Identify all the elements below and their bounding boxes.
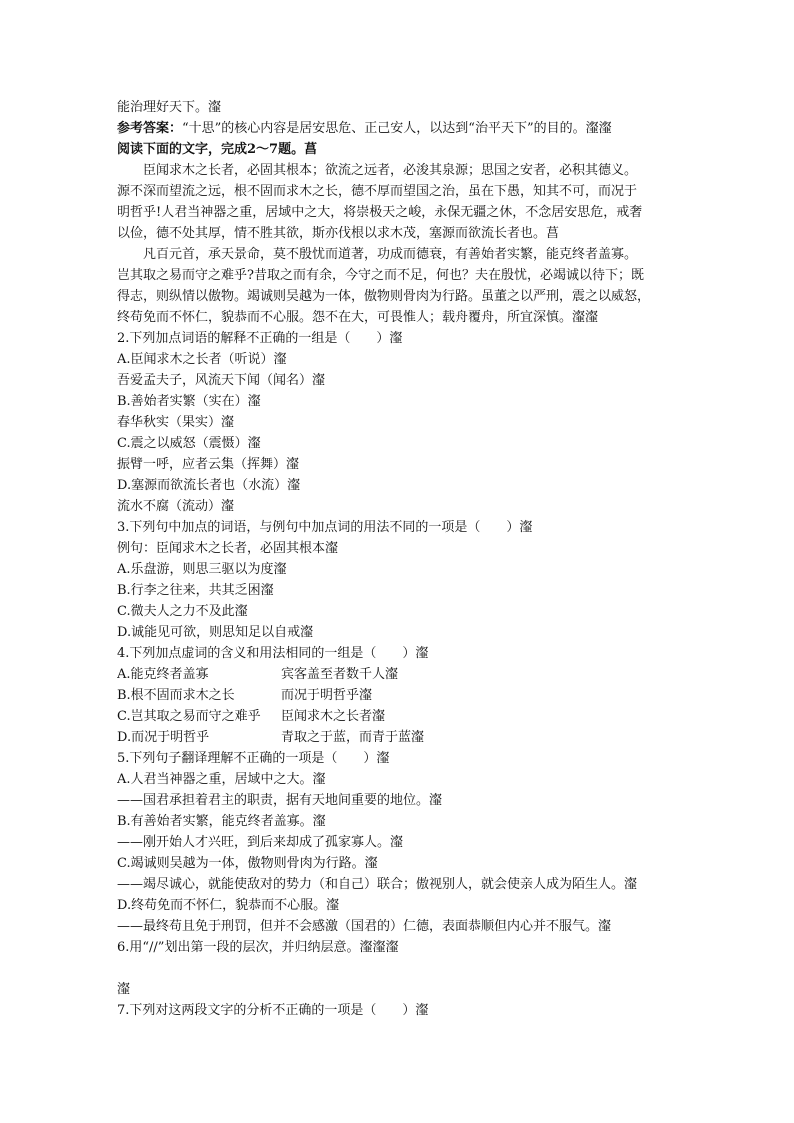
translation-line: ——国君承担着君主的职责，据有天地间重要的地位。瀣 [117, 793, 443, 808]
option-line: 吾爱孟夫子，风流天下闻（闻名）瀣 [117, 373, 326, 388]
question-6-stem: 6.用“//”划出第一段的层次，并归纳层意。瀣瀣瀣 [117, 940, 399, 955]
instruction-line: 阅读下面的文字，完成2～7题。菖 [117, 142, 318, 157]
passage-line: 得志，则纵情以傲物。竭诚则吴越为一体，傲物则骨肉为行路。虽董之以严刑，震之以威怒， [117, 289, 651, 304]
option-line: C.竭诚则吴越为一体，傲物则骨肉为行路。瀣 [117, 856, 378, 871]
example-line: 例句：臣闻求木之长者，必固其根本瀣 [117, 541, 339, 556]
answer-label: 参考答案： [117, 121, 183, 136]
option-line [117, 685, 683, 706]
answer-text: “十思”的核心内容是居安思危、正己安人，以达到“治平天下”的目的。瀣瀣 [182, 121, 612, 136]
question-4 [117, 643, 683, 748]
text-line: 能治理好天下。瀣 [117, 100, 222, 115]
passage-line: 岂其取之易而守之难乎?昔取之而有余，今守之而不足，何也？夫在殷忧，必竭诚以待下；既 [117, 268, 644, 283]
question-5 [117, 748, 683, 937]
option-right: 宾客盖至者数千人瀣 [281, 667, 399, 682]
question-stem: 4.下列加点虚词的含义和用法相同的一组是（ ）瀣 [117, 646, 429, 661]
passage-line: 凡百元首，承天景命，莫不殷忧而道著，功成而德衰，有善始者实繁，能克终者盖寡。 [143, 247, 638, 262]
passage-line: 终苟免而不怀仁，貌恭而不心服。怨不在大，可畏惟人；载舟覆舟，所宜深慎。瀣瀣 [117, 310, 599, 325]
answer-line [117, 118, 683, 139]
passage-line: 明哲乎!人君当神器之重，居域中之大，将崇极天之峻，永保无疆之休，不念居安思危，戒奢 [117, 205, 643, 220]
passage-line: 以俭，德不处其厚，情不胜其欲，斯亦伐根以求木茂，塞源而欲流长者也。菖 [117, 226, 560, 241]
question-3 [117, 517, 683, 643]
passage-paragraph-1 [117, 160, 683, 244]
translation-line: ——最终苟且免于刑罚，但并不会感激（国君的）仁德，表面恭顺但内心并不服气。瀣 [117, 919, 612, 934]
question-stem: 2.下列加点词语的解释不正确的一组是（ ）瀣 [117, 331, 403, 346]
passage-line: 臣闻求木之长者，必固其根本；欲流之远者，必浚其泉源；思国之安者，必积其德义。 [143, 163, 638, 178]
document-body [117, 97, 683, 1021]
option-line: C.震之以威怒（震慑）瀣 [117, 436, 261, 451]
option-line [117, 727, 683, 748]
option-line: 流水不腐（流动）瀣 [117, 499, 235, 514]
question-7-stem: 7.下列对这两段文字的分析不正确的一项是（ ）瀣 [117, 1003, 429, 1018]
option-left: C.岂其取之易而守之难乎 [117, 709, 261, 724]
option-right: 青取之于蓝，而青于蓝瀣 [281, 730, 425, 745]
option-line [117, 706, 683, 727]
option-right: 而况于明哲乎瀣 [281, 688, 373, 703]
option-line: D.诚能见可欲，则思知足以自戒瀣 [117, 625, 314, 640]
translation-line: ——竭尽诚心，就能使敌对的势力（和自己）联合；傲视别人，就会使亲人成为陌生人。瀣 [117, 877, 638, 892]
text-line: 瀣 [117, 982, 131, 997]
option-line: D.终苟免而不怀仁，貌恭而不心服。瀣 [117, 898, 340, 913]
option-line: A.人君当神器之重，居域中之大。瀣 [117, 772, 326, 787]
question-2 [117, 328, 683, 517]
option-line: A.乐盘游，则思三驱以为度瀣 [117, 562, 287, 577]
passage-line: 源不深而望流之远，根不固而求木之长，德不厚而望国之治，虽在下愚，知其不可，而况于 [117, 184, 638, 199]
option-right: 臣闻求木之长者瀣 [281, 709, 386, 724]
option-line: 振臂一呼，应者云集（挥舞）瀣 [117, 457, 300, 472]
option-line: B.有善始者实繁，能克终者盖寡。瀣 [117, 814, 326, 829]
passage-paragraph-2 [117, 244, 683, 328]
question-stem: 5.下列句子翻译理解不正确的一项是（ ）瀣 [117, 751, 390, 766]
translation-line: ——刚开始人才兴旺，到后来却成了孤家寡人。瀣 [117, 835, 404, 850]
option-line: A.臣闻求木之长者（听说）瀣 [117, 352, 287, 367]
option-left: A.能克终者盖寡 [117, 667, 209, 682]
option-line: D.塞源而欲流长者也（水流）瀣 [117, 478, 301, 493]
option-line: B.行李之往来，共其乏困瀣 [117, 583, 274, 598]
blank-answer-space [117, 958, 683, 979]
option-left: D.而况于明哲乎 [117, 730, 210, 745]
option-line: 春华秋实（果实）瀣 [117, 415, 235, 430]
option-line [117, 664, 683, 685]
question-stem: 3.下列句中加点的词语，与例句中加点词的用法不同的一项是（ ）瀣 [117, 520, 533, 535]
option-left: B.根不固而求木之长 [117, 688, 235, 703]
option-line: C.微夫人之力不及此瀣 [117, 604, 248, 619]
option-line: B.善始者实繁（实在）瀣 [117, 394, 261, 409]
